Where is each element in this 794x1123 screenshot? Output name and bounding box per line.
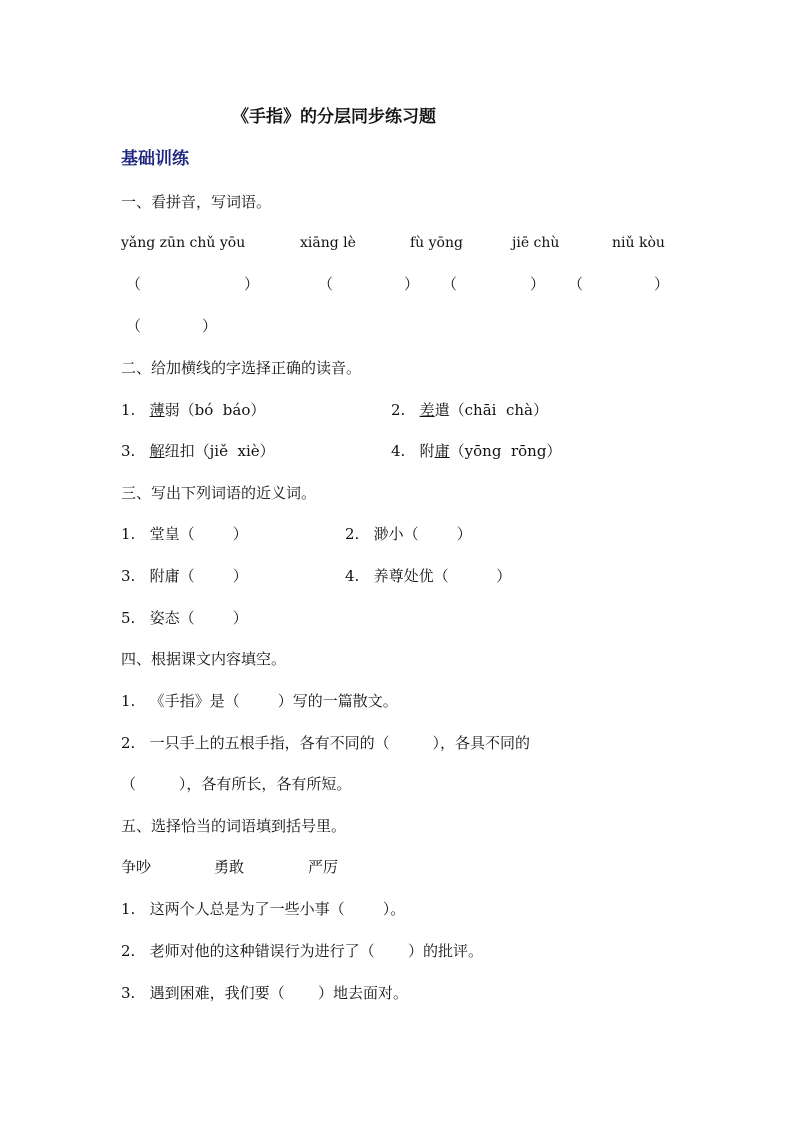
q5-item-1 [121, 899, 405, 919]
blank-2-open: （ [318, 275, 334, 293]
blank-1-open: （ [126, 275, 142, 293]
item-text: 《手指》是（ ）写的一篇散文。 [149, 692, 398, 710]
q3-item-2 [345, 524, 472, 544]
underlined-char: 薄 [149, 401, 165, 419]
q1-heading: 一、看拼音，写词语。 [121, 193, 272, 211]
item-text: 弱（bó báo） [164, 401, 266, 419]
pinyin-3: fù yōng [410, 235, 463, 251]
q3-item-5 [121, 608, 248, 628]
item-text: 姿态（ ） [149, 609, 248, 627]
item-text: 老师对他的这种错误行为进行了（ ）的批评。 [149, 942, 484, 960]
item-number: 5. [121, 609, 136, 627]
item-number: 2. [345, 525, 360, 543]
q4-item-2-continuation: （ ），各有所长，各有所短。 [121, 775, 352, 793]
item-text: 养尊处优（ ） [373, 567, 512, 585]
item-number: 4. [391, 442, 406, 460]
item-text: 纽扣（jiě xiè） [164, 442, 275, 460]
underlined-char: 解 [149, 442, 165, 460]
q2-item-1 [121, 400, 265, 420]
blank-5-open: （ [126, 317, 142, 335]
item-prefix: 附 [419, 442, 435, 460]
item-number: 2. [391, 401, 406, 419]
item-number: 1. [121, 692, 136, 710]
section-heading: 基础训练 [121, 149, 189, 169]
item-number: 1. [121, 525, 136, 543]
underlined-char: 庸 [434, 442, 450, 460]
page-title: 《手指》的分层同步练习题 [232, 107, 436, 127]
blank-3-open: （ [442, 275, 458, 293]
item-text: 堂皇（ ） [149, 525, 248, 543]
item-text: 遣（chāi chà） [434, 401, 548, 419]
item-text: 一只手上的五根手指，各有不同的（ ），各具不同的 [149, 734, 531, 752]
q2-heading: 二、给加横线的字选择正确的读音。 [121, 359, 362, 377]
pinyin-5: niǔ kòu [612, 235, 665, 251]
item-number: 3. [121, 567, 136, 585]
item-text: 渺小（ ） [373, 525, 472, 543]
q3-heading: 三、写出下列词语的近义词。 [121, 484, 317, 502]
word-bank-2: 勇敢 [214, 858, 245, 876]
item-text: 附庸（ ） [149, 567, 248, 585]
q2-item-3 [121, 441, 275, 461]
q3-item-3 [121, 566, 248, 586]
pinyin-2: xiāng lè [300, 235, 356, 251]
q4-heading: 四、根据课文内容填空。 [121, 650, 287, 668]
q5-item-3 [121, 983, 408, 1003]
blank-3-close: ） [530, 275, 546, 293]
blank-4-open: （ [568, 275, 584, 293]
pinyin-4: jiē chù [512, 235, 560, 251]
item-number: 4. [345, 567, 360, 585]
q2-item-4 [391, 441, 561, 461]
underlined-char: 差 [419, 401, 435, 419]
item-number: 1. [121, 401, 136, 419]
q3-item-1 [121, 524, 248, 544]
item-number: 3. [121, 984, 136, 1002]
q3-item-4 [345, 566, 511, 586]
item-text: 这两个人总是为了一些小事（ ）。 [149, 900, 406, 918]
q4-item-1 [121, 691, 398, 711]
blank-2-close: ） [404, 275, 420, 293]
item-text: （yōng rōng） [449, 442, 562, 460]
item-text: 遇到困难，我们要（ ）地去面对。 [149, 984, 409, 1002]
blank-1-close: ） [244, 275, 260, 293]
item-number: 3. [121, 442, 136, 460]
word-bank-1: 争吵 [121, 858, 152, 876]
pinyin-1: yǎng zūn chǔ yōu [121, 235, 246, 251]
item-number: 2. [121, 942, 136, 960]
q2-item-2 [391, 400, 548, 420]
q5-item-2 [121, 941, 483, 961]
item-number: 1. [121, 900, 136, 918]
q5-heading: 五、选择恰当的词语填到括号里。 [121, 817, 347, 835]
blank-5-close: ） [202, 317, 218, 335]
item-number: 2. [121, 734, 136, 752]
blank-4-close: ） [654, 275, 670, 293]
word-bank-3: 严厉 [308, 858, 339, 876]
q4-item-2 [121, 733, 530, 753]
